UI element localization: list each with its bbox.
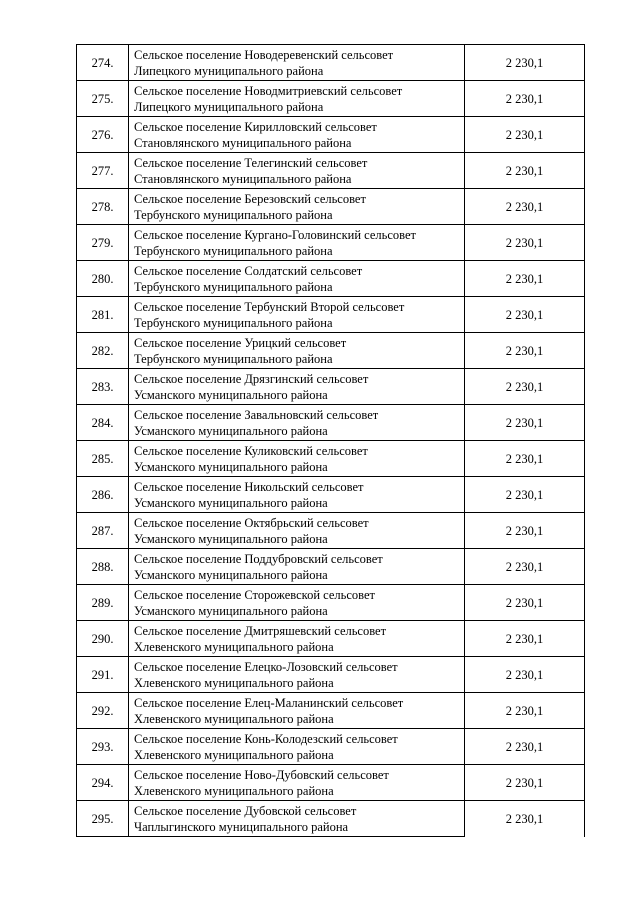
settlement-name-line: Сельское поселение Завальновский сельсовет bbox=[134, 407, 379, 422]
table-row bbox=[77, 261, 585, 297]
row-number-cell: 281. bbox=[77, 297, 129, 333]
settlement-name-line: Сельское поселение Конь-Колодезский сельсовет bbox=[134, 731, 398, 746]
row-number-cell: 278. bbox=[77, 189, 129, 225]
table-row bbox=[77, 153, 585, 189]
table-row bbox=[77, 441, 585, 477]
settlement-name-cell bbox=[129, 297, 465, 333]
row-number-cell: 279. bbox=[77, 225, 129, 261]
settlement-name-cell bbox=[129, 225, 465, 261]
amount-cell: 2 230,1 bbox=[465, 225, 585, 261]
settlement-name-cell bbox=[129, 585, 465, 621]
amount-cell: 2 230,1 bbox=[465, 441, 585, 477]
amount-cell: 2 230,1 bbox=[465, 333, 585, 369]
amount-cell: 2 230,1 bbox=[465, 585, 585, 621]
table-row bbox=[77, 801, 585, 837]
row-number-cell: 288. bbox=[77, 549, 129, 585]
row-number-cell: 284. bbox=[77, 405, 129, 441]
settlement-name-cell bbox=[129, 81, 465, 117]
amount-cell: 2 230,1 bbox=[465, 693, 585, 729]
table-row bbox=[77, 225, 585, 261]
settlement-name-cell bbox=[129, 621, 465, 657]
table-row bbox=[77, 549, 585, 585]
table-row bbox=[77, 333, 585, 369]
settlement-name-cell bbox=[129, 729, 465, 765]
table-row bbox=[77, 405, 585, 441]
table-row bbox=[77, 369, 585, 405]
settlement-name-line: Сельское поселение Дрязгинский сельсовет bbox=[134, 371, 369, 386]
settlement-name-cell bbox=[129, 693, 465, 729]
amount-cell: 2 230,1 bbox=[465, 477, 585, 513]
settlement-name-line: Сельское поселение Дмитряшевский сельсовет bbox=[134, 623, 387, 638]
settlement-name-cell bbox=[129, 801, 465, 837]
amount-cell: 2 230,1 bbox=[465, 765, 585, 801]
district-name-line: Усманского муниципального района bbox=[134, 495, 328, 510]
district-name-line: Усманского муниципального района bbox=[134, 531, 328, 546]
district-name-line: Хлевенского муниципального района bbox=[134, 747, 334, 762]
settlement-name-cell bbox=[129, 45, 465, 81]
district-name-line: Усманского муниципального района bbox=[134, 567, 328, 582]
document-table-container bbox=[76, 44, 578, 837]
settlement-name-cell bbox=[129, 333, 465, 369]
table-row bbox=[77, 513, 585, 549]
settlement-name-line: Сельское поселение Кургано-Головинский сельсовет bbox=[134, 227, 416, 242]
row-number-cell: 280. bbox=[77, 261, 129, 297]
settlement-name-cell bbox=[129, 261, 465, 297]
table-row bbox=[77, 765, 585, 801]
district-name-line: Усманского муниципального района bbox=[134, 603, 328, 618]
settlement-name-cell bbox=[129, 189, 465, 225]
settlement-name-line: Сельское поселение Елец-Маланинский сельсовет bbox=[134, 695, 404, 710]
settlement-name-cell bbox=[129, 549, 465, 585]
district-name-line: Хлевенского муниципального района bbox=[134, 639, 334, 654]
amount-cell: 2 230,1 bbox=[465, 729, 585, 765]
settlement-name-line: Сельское поселение Куликовский сельсовет bbox=[134, 443, 368, 458]
row-number-cell: 295. bbox=[77, 801, 129, 837]
settlement-name-cell bbox=[129, 513, 465, 549]
settlement-name-cell bbox=[129, 477, 465, 513]
settlement-name-line: Сельское поселение Елецко-Лозовский сельсовет bbox=[134, 659, 398, 674]
district-name-line: Тербунского муниципального района bbox=[134, 351, 333, 366]
table-row bbox=[77, 729, 585, 765]
row-number-cell: 289. bbox=[77, 585, 129, 621]
settlement-name-cell bbox=[129, 765, 465, 801]
table-row bbox=[77, 117, 585, 153]
settlement-name-cell bbox=[129, 369, 465, 405]
district-name-line: Хлевенского муниципального района bbox=[134, 783, 334, 798]
district-name-line: Усманского муниципального района bbox=[134, 423, 328, 438]
amount-cell: 2 230,1 bbox=[465, 297, 585, 333]
district-name-line: Становлянского муниципального района bbox=[134, 171, 352, 186]
settlement-name-line: Сельское поселение Дубовской сельсовет bbox=[134, 803, 357, 818]
row-number-cell: 293. bbox=[77, 729, 129, 765]
settlement-name-line: Сельское поселение Тербунский Второй сельсовет bbox=[134, 299, 405, 314]
district-name-line: Тербунского муниципального района bbox=[134, 207, 333, 222]
amount-cell: 2 230,1 bbox=[465, 189, 585, 225]
table-row bbox=[77, 45, 585, 81]
settlement-name-cell bbox=[129, 153, 465, 189]
settlement-name-cell bbox=[129, 441, 465, 477]
settlement-name-line: Сельское поселение Кирилловский сельсовет bbox=[134, 119, 377, 134]
district-name-line: Усманского муниципального района bbox=[134, 459, 328, 474]
table-row bbox=[77, 297, 585, 333]
settlement-name-cell bbox=[129, 405, 465, 441]
table-row bbox=[77, 657, 585, 693]
row-number-cell: 290. bbox=[77, 621, 129, 657]
amount-cell: 2 230,1 bbox=[465, 513, 585, 549]
table-body bbox=[77, 45, 585, 837]
district-name-line: Липецкого муниципального района bbox=[134, 99, 324, 114]
row-number-cell: 291. bbox=[77, 657, 129, 693]
table-row bbox=[77, 585, 585, 621]
amount-cell: 2 230,1 bbox=[465, 117, 585, 153]
district-name-line: Становлянского муниципального района bbox=[134, 135, 352, 150]
row-number-cell: 294. bbox=[77, 765, 129, 801]
row-number-cell: 287. bbox=[77, 513, 129, 549]
amount-cell: 2 230,1 bbox=[465, 261, 585, 297]
settlement-name-line: Сельское поселение Урицкий сельсовет bbox=[134, 335, 347, 350]
row-number-cell: 274. bbox=[77, 45, 129, 81]
amount-cell: 2 230,1 bbox=[465, 369, 585, 405]
amount-cell: 2 230,1 bbox=[465, 81, 585, 117]
district-name-line: Тербунского муниципального района bbox=[134, 279, 333, 294]
district-name-line: Чаплыгинского муниципального района bbox=[134, 819, 349, 834]
amount-cell: 2 230,1 bbox=[465, 405, 585, 441]
district-name-line: Тербунского муниципального района bbox=[134, 315, 333, 330]
settlement-name-line: Сельское поселение Новодеревенский сельсовет bbox=[134, 47, 394, 62]
amount-cell: 2 230,1 bbox=[465, 621, 585, 657]
district-name-line: Усманского муниципального района bbox=[134, 387, 328, 402]
settlement-name-cell bbox=[129, 117, 465, 153]
settlement-name-line: Сельское поселение Солдатский сельсовет bbox=[134, 263, 363, 278]
settlement-name-line: Сельское поселение Березовский сельсовет bbox=[134, 191, 366, 206]
table-row bbox=[77, 621, 585, 657]
district-name-line: Хлевенского муниципального района bbox=[134, 675, 334, 690]
settlement-name-line: Сельское поселение Новодмитриевский сельсовет bbox=[134, 83, 403, 98]
district-name-line: Липецкого муниципального района bbox=[134, 63, 324, 78]
settlement-name-line: Сельское поселение Октябрьский сельсовет bbox=[134, 515, 369, 530]
settlement-name-line: Сельское поселение Никольский сельсовет bbox=[134, 479, 364, 494]
row-number-cell: 275. bbox=[77, 81, 129, 117]
row-number-cell: 282. bbox=[77, 333, 129, 369]
settlement-name-line: Сельское поселение Сторожевской сельсовет bbox=[134, 587, 376, 602]
amount-cell: 2 230,1 bbox=[465, 549, 585, 585]
amount-cell: 2 230,1 bbox=[465, 45, 585, 81]
settlement-name-cell bbox=[129, 657, 465, 693]
amount-cell: 2 230,1 bbox=[465, 153, 585, 189]
district-name-line: Хлевенского муниципального района bbox=[134, 711, 334, 726]
settlement-name-line: Сельское поселение Телегинский сельсовет bbox=[134, 155, 368, 170]
row-number-cell: 276. bbox=[77, 117, 129, 153]
settlement-name-line: Сельское поселение Поддубровский сельсовет bbox=[134, 551, 383, 566]
row-number-cell: 286. bbox=[77, 477, 129, 513]
district-name-line: Тербунского муниципального района bbox=[134, 243, 333, 258]
row-number-cell: 285. bbox=[77, 441, 129, 477]
row-number-cell: 292. bbox=[77, 693, 129, 729]
amount-cell: 2 230,1 bbox=[465, 801, 585, 837]
table-row bbox=[77, 693, 585, 729]
amount-cell: 2 230,1 bbox=[465, 657, 585, 693]
table-row bbox=[77, 477, 585, 513]
table-row bbox=[77, 81, 585, 117]
row-number-cell: 277. bbox=[77, 153, 129, 189]
settlements-table bbox=[76, 44, 585, 837]
settlement-name-line: Сельское поселение Ново-Дубовский сельсовет bbox=[134, 767, 389, 782]
table-row bbox=[77, 189, 585, 225]
row-number-cell: 283. bbox=[77, 369, 129, 405]
